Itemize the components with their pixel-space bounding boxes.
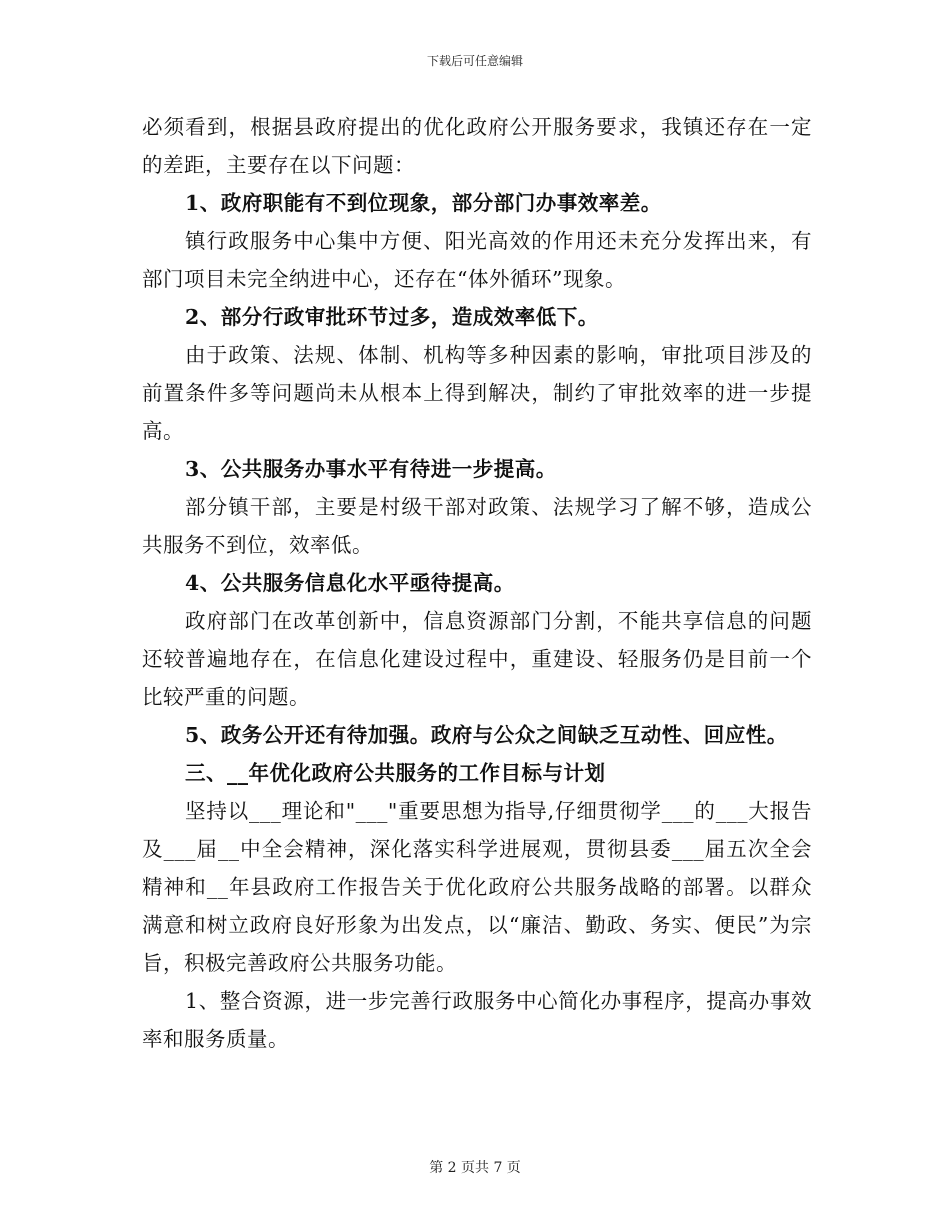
issue-body-1: 镇行政服务中心集中方便、阳光高效的作用还未充分发挥出来，有部门项目未完全纳进中心，还存在“体外循环”现象。 (142, 229, 812, 291)
section-body-guidance: 坚持以___理论和"___"重要思想为指导,仔细贯彻学___的___大报告及___届__中全会精神，深化落实科学进展观，贯彻县委___届五次全会精神和__年县政府工作报告关于优化政府公共服务战略的部署。以群众满意和树立政府良好形象为出发点，以“廉洁、勤政、务实、便民”为宗旨，积极完善政府公共服务功能。 (142, 799, 812, 975)
document-body (142, 108, 812, 1058)
issue-heading-3: 3、公共服务办事水平有待进一步提高。 (185, 457, 557, 481)
section-heading-3: 三、__年优化政府公共服务的工作目标与计划 (185, 761, 606, 785)
issue-heading-2: 2、部分行政审批环节过多，造成效率低下。 (185, 305, 599, 329)
page-footer: 第 2 页共 7 页 (429, 1160, 521, 1176)
issue-heading-5: 5、政务公开还有待加强。政府与公众之间缺乏互动性、回应性。 (185, 723, 788, 747)
issue-body-2: 由于政策、法规、体制、机构等多种因素的影响，审批项目涉及的前置条件多等问题尚未从根本上得到解决，制约了审批效率的进一步提高。 (142, 343, 812, 443)
paragraph-intro: 必须看到，根据县政府提出的优化政府公开服务要求，我镇还存在一定的差距，主要存在以下问题： (142, 115, 812, 177)
issue-heading-4: 4、公共服务信息化水平亟待提高。 (185, 571, 515, 595)
page-header: 下载后可任意编辑 (426, 54, 523, 68)
issue-heading-1: 1、政府职能有不到位现象，部分部门办事效率差。 (185, 191, 662, 215)
issue-body-4: 政府部门在改革创新中，信息资源部门分割，不能共享信息的问题还较普遍地存在，在信息化建设过程中，重建设、轻服务仍是目前一个比较严重的问题。 (142, 609, 812, 709)
issue-body-3: 部分镇干部，主要是村级干部对政策、法规学习了解不够，造成公共服务不到位，效率低。 (142, 495, 812, 557)
plan-item-1: 1、整合资源，进一步完善行政服务中心简化办事程序，提高办事效率和服务质量。 (142, 989, 812, 1051)
